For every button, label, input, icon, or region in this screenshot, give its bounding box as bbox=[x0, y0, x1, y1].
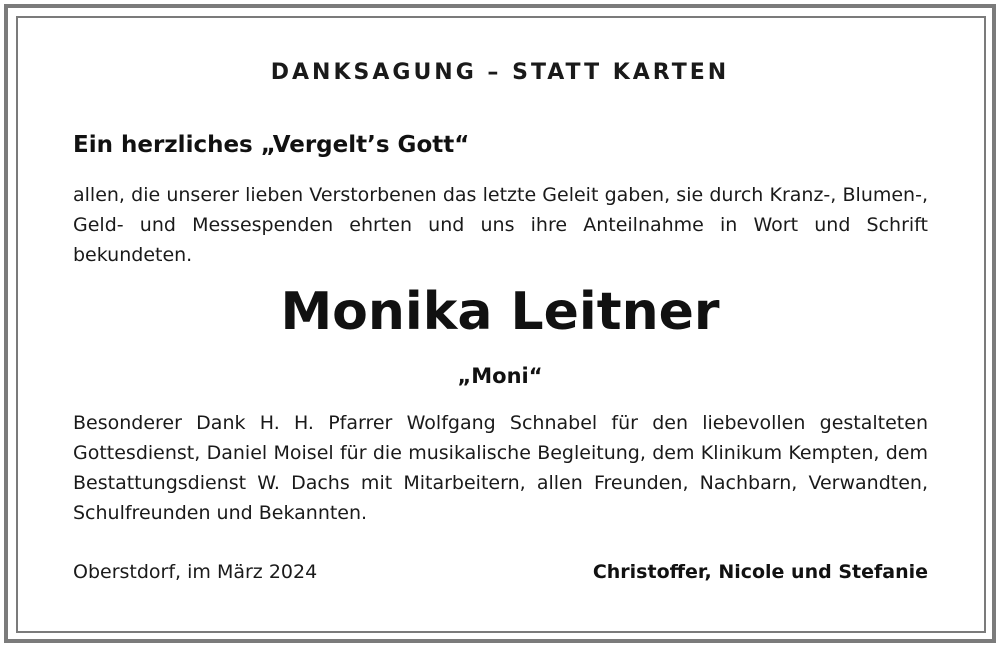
place-date: Oberstdorf, im März 2024 bbox=[73, 561, 318, 583]
deceased-name: Monika Leitner bbox=[280, 282, 720, 342]
signers: Christoffer, Nicole und Stefanie bbox=[592, 561, 928, 583]
thanks-paragraph: Besonderer Dank H. H. Pfarrer Wolfgang Schnabel für den liebevollen gestalteten Gottesdienst, Daniel Moisel für die musikalische Begleitung, dem Klinikum Kempten, dem Bestattungsdienst W. Dachs mit Mitarbeitern, allen Freunden, Nachbarn, Verwandten, Schulfreunden und Bekannten. bbox=[73, 412, 928, 524]
intro-paragraph: allen, die unserer lieben Verstorbenen das letzte Geleit gaben, sie durch Kranz-, Blumen-, Geld- und Messespenden ehrten und uns ihre Anteilnahme in Wort und Schrift bekundeten. bbox=[73, 184, 928, 266]
deceased-nickname: „Moni“ bbox=[457, 364, 543, 388]
notice-heading: DANKSAGUNG – STATT KARTEN bbox=[270, 60, 730, 85]
notice-subheading: Ein herzliches „Vergelt’s Gott“ bbox=[73, 132, 470, 158]
